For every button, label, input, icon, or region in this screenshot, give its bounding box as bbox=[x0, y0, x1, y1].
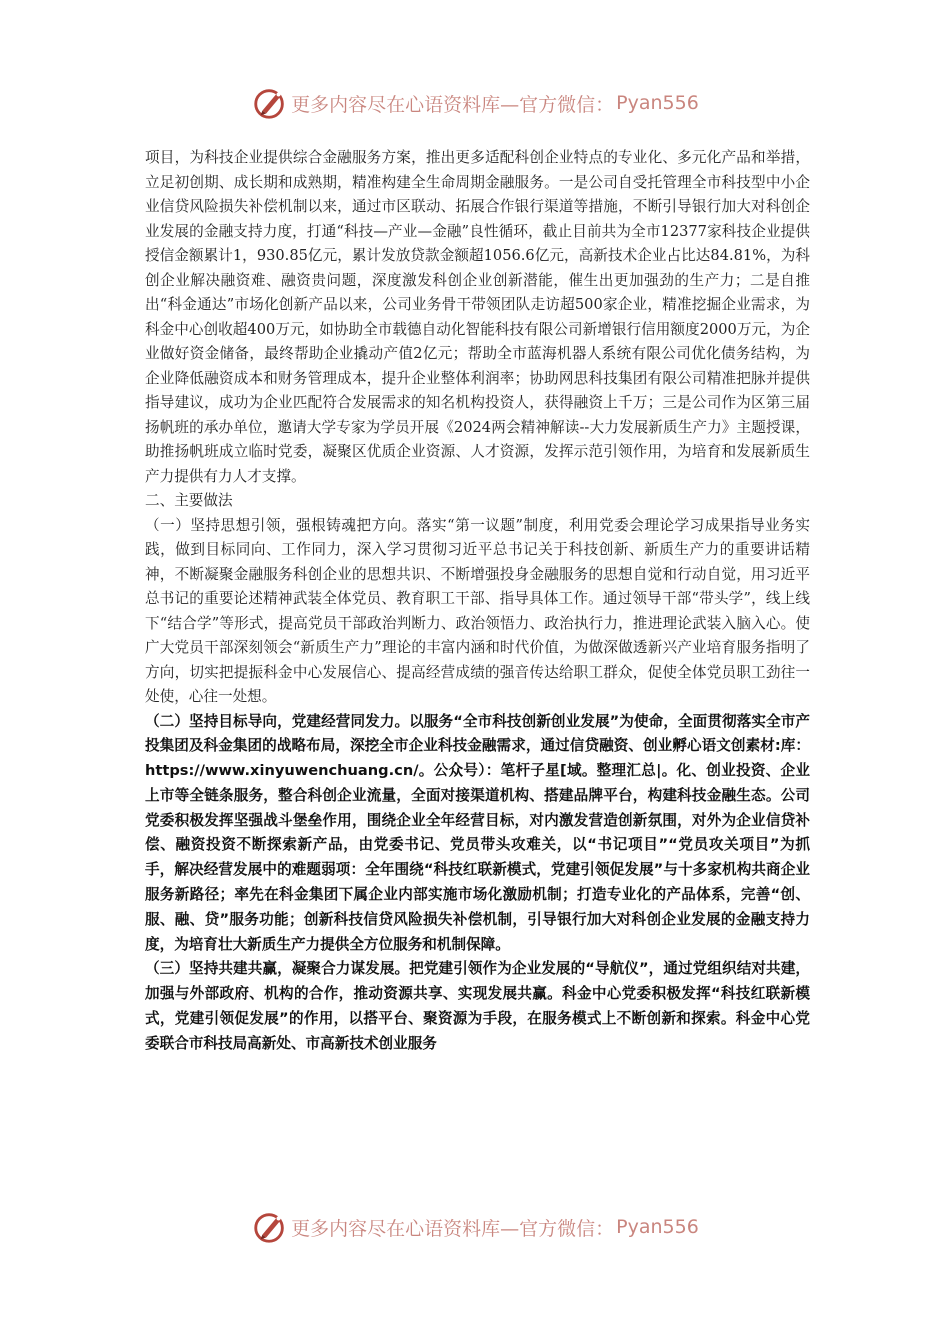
footer-banner-handle: Pyan556 bbox=[616, 1216, 699, 1238]
header-banner-text: 更多内容尽在心语资料库—官方微信： bbox=[291, 93, 615, 116]
pen-nib-circle-icon bbox=[251, 84, 289, 122]
section-heading-main-practices: 二、主要做法 bbox=[145, 492, 233, 509]
document-body bbox=[145, 146, 810, 1057]
paragraph-ideological-guidance: （一）坚持思想引领，强根铸魂把方向。落实“第一议题”制度，利用党委会理论学习成果指导业务实践，做到目标同向、工作同力，深入学习贯彻习近平总书记关于科技创新、新质生产力的重要讲话精神，不断凝聚金融服务科创企业的思想共识、不断增强投身金融服务的思想自觉和行动自觉，用习近平总书记的重要论述精神武装全体党员、教育职工干部、指导具体工作。通过领导干部“带头学”，线上线下“结合学”等形式，提高党员干部政治判断力、政治领悟力、政治执行力，推进理论武装入脑入心。使广大党员干部深刻领会“新质生产力”理论的丰富内涵和时代价值，为做深做透新兴产业培育服务指明了方向，切实把提振科金中心发展信心、提高经营成绩的强音传达给职工群众，促使全体党员职工劲往一处使，心往一处想。 bbox=[145, 516, 810, 705]
footer-banner-text: 更多内容尽在心语资料库—官方微信： bbox=[291, 1217, 615, 1240]
footer-banner bbox=[0, 1207, 950, 1247]
paragraph-co-construction: （三）坚持共建共赢，凝聚合力谋发展。把党建引领作为企业发展的“导航仪”，通过党组织结对共建，加强与外部政府、机构的合作，推动资源共享、实现发展共赢。科金中心党委积极发挥“科技红联新模式，党建引领促发展”的作用，以搭平台、聚资源为手段，在服务模式上不断创新和探索。科金中心党委联合市科技局高新处、市高新技术创业服务 bbox=[145, 960, 810, 1052]
paragraph-goal-orientation: （二）坚持目标导向，党建经营同发力。以服务“全市科技创新创业发展”为使命，全面贯彻落实全市产投集团及科金集团的战略布局，深挖全市企业科技金融需求，通过信贷融资、创业孵心语文创素材:库：https://www.xinyuwenchuang.cn/。公众号）：笔杆子星[域。整理汇总|。化、创业投资、企业上市等全链条服务，整合科创企业流量，全面对接渠道机构、搭建品牌平台，构建科技金融生态。公司党委积极发挥坚强战斗堡垒作用，围绕企业全年经营目标，对内激发营造创新氛围，对外为企业信贷补偿、融资投资不断探索新产品，由党委书记、党员带头攻难关，以“书记项目”“党员攻关项目”为抓手，解决经营发展中的难题弱项：全年围绕“科技红联新模式，党建引领促发展”与十多家机构共商企业服务新路径；率先在科金集团下属企业内部实施市场化激励机制；打造专业化的产品体系，完善“创、服、融、贷”服务功能；创新科技信贷风险损失补偿机制，引导银行加大对科创企业发展的金融支持力度，为培育壮大新质生产力提供全方位服务和机制保障。 bbox=[145, 712, 810, 953]
header-banner-handle: Pyan556 bbox=[616, 92, 699, 114]
paragraph-project-intro: 项目，为科技企业提供综合金融服务方案，推出更多适配科创企业特点的专业化、多元化产品和举措，立足初创期、成长期和成熟期，精准构建全生命周期金融服务。一是公司自受托管理全市科技型中小企业信贷风险损失补偿机制以来，通过市区联动、拓展合作银行渠道等措施，不断引导银行加大对科创企业发展的金融支持力度，打通“科技—产业—金融”良性循环，截止目前共为全市12377家科技企业提供授信金额累计1，930.85亿元，累计发放贷款金额超1056.6亿元，高新技术企业占比达84.81%，为科创企业解决融资难、融资贵问题，深度激发科创企业创新潜能，催生出更加强劲的生产力；二是自推出“科金通达”市场化创新产品以来，公司业务骨干带领团队走访超500家企业，精准挖掘企业需求，为科金中心创收超400万元，如协助全市载德自动化智能科技有限公司新增银行信用额度2000万元，为企业做好资金储备，最终帮助企业撬动产值2亿元；帮助全市蓝海机器人系统有限公司优化债务结构，为企业降低融资成本和财务管理成本，提升企业整体利润率；协助网思科技集团有限公司精准把脉并提供指导建议，成功为企业匹配符合发展需求的知名机构投资人，获得融资上千万；三是公司作为区第三届扬帆班的承办单位，邀请大学专家为学员开展《2024两会精神解读--大力发展新质生产力》主题授课，助推扬帆班成立临时党委，凝聚区优质企业资源、人才资源，发挥示范引领作用，为培育和发展新质生产力提供有力人才支撑。 bbox=[145, 149, 810, 485]
header-banner bbox=[0, 83, 950, 123]
pen-nib-circle-icon bbox=[251, 1208, 289, 1246]
